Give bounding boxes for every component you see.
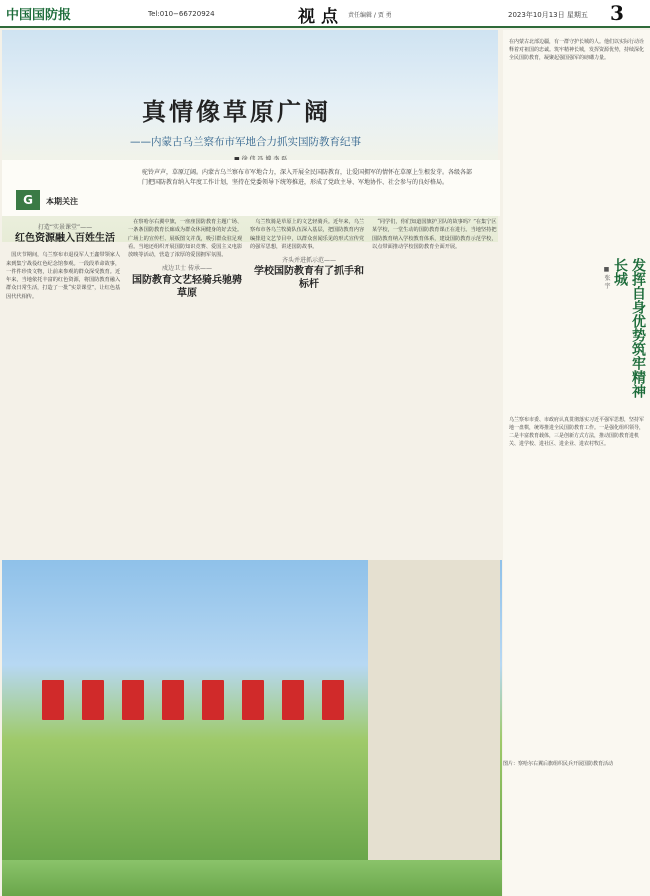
photo-caption: 图片：察哈尔右翼后旗组织民兵开展国防教育活动 <box>503 761 614 767</box>
focus-label: 本期关注 <box>46 197 78 206</box>
right-author: ■ 张 宇 <box>603 266 610 289</box>
marcher-figure <box>322 680 344 720</box>
column-4 <box>372 218 498 558</box>
intro-block <box>2 160 500 216</box>
column-2 <box>128 218 246 558</box>
column-2-head: 国防教育文艺轻骑兵驰骋草原 <box>132 274 242 299</box>
marcher-figure <box>162 680 184 720</box>
column-1-heading <box>6 224 124 245</box>
column-3-head: 学校国防教育有了抓手和标杆 <box>254 266 364 291</box>
column-1-head: 红色资源融入百姓生活 <box>15 233 115 245</box>
column-1-kicker: 打造“实景课堂”—— <box>37 224 93 231</box>
column-3 <box>250 218 368 558</box>
right-top-text: 在内蒙古北部边疆，有一群守护长城的人。他们以实际行动诠释着对祖国的忠诚。筑牢精神长城，发挥资源优势，持续深化全民国防教育，凝聚起强国强军的磅礴力量。 <box>509 39 645 61</box>
newspaper-brand: 中国国防报 <box>6 8 72 23</box>
portrait-photo <box>368 560 500 860</box>
column-2-body: 在察哈尔右翼中旗，一座座国防教育主题广场、一条条国防教育长廊成为群众休闲健身的好去处。广场上的宣传栏、展板图文并茂，吸引群众驻足观看。当地还组织开展国防知识竞赛、爱国主义电影放映等活动，营造了浓厚的爱国拥军氛围。 <box>128 219 243 259</box>
hero-title: 真情像草原广阔 <box>142 97 331 126</box>
column-1-body: 国庆节期间，乌兰察布市退役军人王鑫带领家人来到集宁战役红色纪念馆参观。一段段革命故事，一件件珍贵文物，让前来参观的群众深受教育。近年来，当地依托丰富的红色资源，将国防教育融入群众日常生活，打造了一批“实景课堂”，让红色基因代代相传。 <box>6 252 121 300</box>
marcher-figure <box>282 680 304 720</box>
column-3-kicker: 齐头并进抓示范—— <box>281 257 336 265</box>
right-bottom-text: 乌兰察布市委、市政府认真贯彻落实习近平强军思想，坚持军地一盘棋，统筹推进全民国防教育工作。一是强化组织领导，二是丰富教育载体，三是创新方式方法，推动国防教育进机关、进学校、进社区、进企业、进农村牧区。 <box>509 417 645 447</box>
masthead <box>0 0 650 28</box>
column-3-body: 乌兰牧骑是草原上的文艺轻骑兵。近年来，乌兰察布市各乌兰牧骑队伍深入基层，把国防教育内容编排进文艺节目中，以群众喜闻乐见的形式宣传党的强军思想，讲述国防故事。 <box>250 219 365 250</box>
marcher-figure <box>82 680 104 720</box>
marcher-figure <box>122 680 144 720</box>
hero-subtitle: ——内蒙古乌兰察布市军地合力抓实国防教育纪事 <box>130 136 361 148</box>
section-title: 视点 <box>298 7 344 27</box>
column-4-body: “同学们，你们知道国旗护卫队的故事吗？”在集宁区某学校，一堂生动的国防教育课正在进行。当地坚持把国防教育纳入学校教育体系，建设国防教育示范学校，以点带面推动学校国防教育全面开展。 <box>372 219 497 250</box>
page-number: 3 <box>610 1 624 25</box>
editors: 责任编辑 / 贾 勇 <box>348 12 392 19</box>
focus-badge: G <box>16 190 40 210</box>
column-2-kicker: 戍边卫士 传承—— <box>162 265 212 273</box>
intro-text: 驼铃声声，草原辽阔。内蒙古乌兰察布市军地合力，深入开展全民国防教育，让爱国拥军的情怀在草原上生根发芽。各级各部门把国防教育纳入年度工作计划，坚持在党委领导下统筹推进，形成了党政主导、军地协作、社会参与的良好格局。 <box>142 169 473 186</box>
column-1 <box>6 218 124 558</box>
telephone: Tel:010−66720924 <box>148 10 215 18</box>
issue-date: 2023年10月13日 星期五 <box>508 11 588 19</box>
marcher-figure <box>242 680 264 720</box>
right-heading: 发挥自身优势筑牢精神长城 <box>612 258 646 398</box>
column-2-heading <box>128 265 246 299</box>
marcher-figure <box>202 680 224 720</box>
marcher-figure <box>42 680 64 720</box>
column-3-heading <box>250 257 368 291</box>
grassland-strip <box>2 860 502 896</box>
